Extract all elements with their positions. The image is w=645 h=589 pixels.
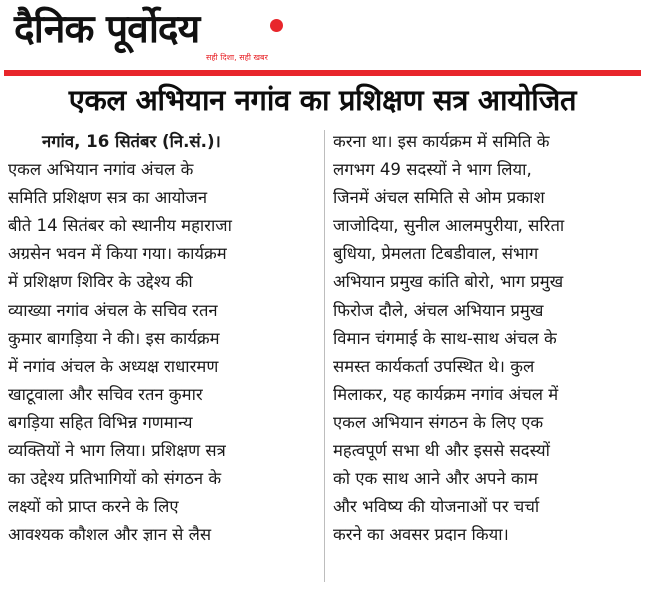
newspaper-name: दैनिक पूर्वोदय bbox=[14, 7, 200, 52]
article-text-line: महत्वपूर्ण सभा थी और इससे सदस्यों bbox=[333, 441, 550, 461]
article-text-line: विमान चंगमाई के साथ-साथ अंचल के bbox=[333, 328, 557, 348]
article-text-line: अभियान प्रमुख कांति बोरो, भाग प्रमुख bbox=[333, 272, 564, 292]
article-text-line: फिरोज दौले, अंचल अभियान प्रमुख bbox=[333, 300, 544, 320]
article-text-line: लगभग 49 सदस्यों ने भाग लिया, bbox=[333, 160, 532, 180]
article-text-line: व्यक्तियों ने भाग लिया। प्रशिक्षण सत्र bbox=[8, 441, 226, 461]
article-text-line: में प्रशिक्षण शिविर के उद्देश्य की bbox=[8, 272, 193, 292]
article-text-line: में नगांव अंचल के अध्यक्ष राधारमण bbox=[8, 356, 219, 376]
red-dot-logo-mark bbox=[270, 19, 283, 32]
column-divider bbox=[324, 130, 325, 582]
article-left-column bbox=[8, 128, 314, 549]
article-dateline: नगांव, 16 सितंबर (नि.सं.)। bbox=[42, 132, 221, 151]
article-text-line: को एक साथ आने और अपने काम bbox=[333, 469, 538, 489]
article-text-line: और भविष्य की योजनाओं पर चर्चा bbox=[333, 497, 540, 517]
article-text-line: आवश्यक कौशल और ज्ञान से लैस bbox=[8, 525, 212, 545]
article-headline: एकल अभियान नगांव का प्रशिक्षण सत्र आयोजित bbox=[68, 83, 577, 117]
article-text-line: बीते 14 सितंबर को स्थानीय महाराजा bbox=[8, 216, 232, 236]
article-text-line: समिति प्रशिक्षण सत्र का आयोजन bbox=[8, 188, 208, 208]
article-text-line: अग्रसेन भवन में किया गया। कार्यक्रम bbox=[8, 244, 227, 264]
article-text-line: जाजोदिया, सुनील आलमपुरीया, सरिता bbox=[333, 216, 565, 236]
article-text-line: बुधिया, प्रेमलता टिबडीवाल, संभाग bbox=[333, 244, 539, 264]
article-text-line: का उद्देश्य प्रतिभागियों को संगठन के bbox=[8, 469, 222, 489]
article-text-line: करने का अवसर प्रदान किया। bbox=[333, 525, 509, 545]
article-text-line: मिलाकर, यह कार्यक्रम नगांव अंचल में bbox=[333, 384, 559, 404]
article-text-line: समस्त कार्यकर्ता उपस्थित थे। कुल bbox=[333, 356, 535, 376]
article-right-column bbox=[333, 128, 639, 549]
article-text-line: करना था। इस कार्यक्रम में समिति के bbox=[333, 132, 550, 151]
article-text-line: लक्ष्यों को प्राप्त करने के लिए bbox=[8, 497, 179, 517]
newspaper-tagline: सही दिशा, सही खबर bbox=[206, 53, 268, 62]
article-text-line: कुमार बागड़िया ने की। इस कार्यक्रम bbox=[8, 328, 220, 348]
article-text-line: जिनमें अंचल समिति से ओम प्रकाश bbox=[333, 188, 545, 208]
article-text-line: बगड़िया सहित विभिन्न गणमान्य bbox=[8, 412, 193, 432]
article-text-line: एकल अभियान संगठन के लिए एक bbox=[333, 412, 544, 432]
article-text-line: खाटूवाला और सचिव रतन कुमार bbox=[8, 384, 203, 404]
article-text-line: एकल अभियान नगांव अंचल के bbox=[8, 160, 194, 180]
newspaper-masthead bbox=[14, 6, 284, 64]
article-text-line: व्याख्या नगांव अंचल के सचिव रतन bbox=[8, 300, 218, 320]
headline-divider-rule bbox=[4, 70, 641, 76]
